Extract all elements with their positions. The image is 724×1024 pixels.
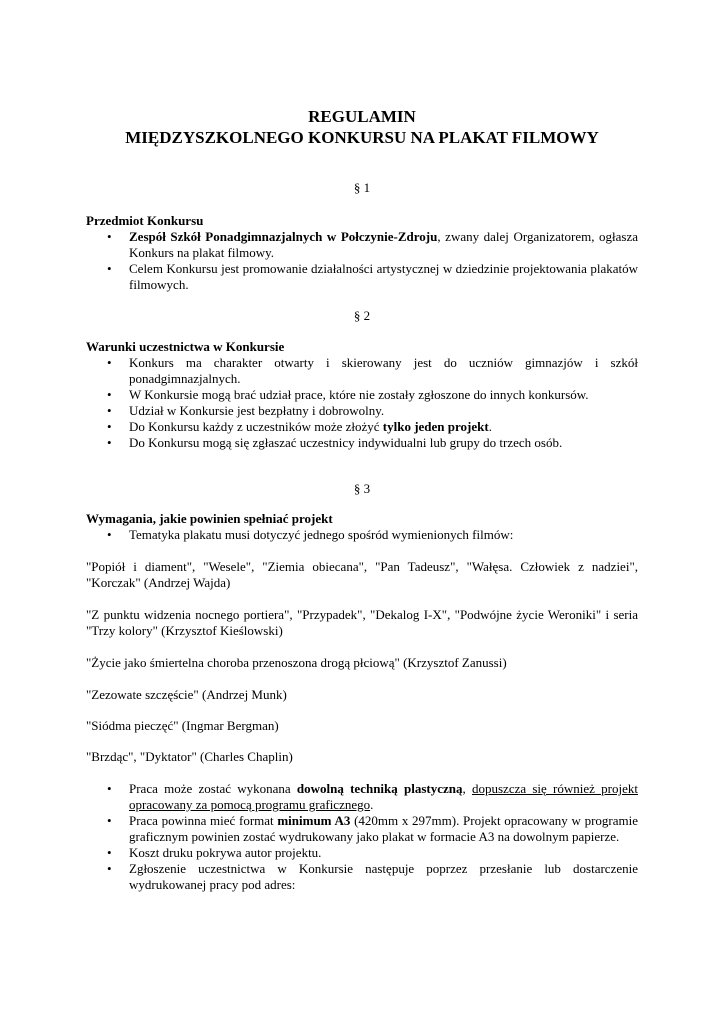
list-item-text: Do Konkursu każdy z uczestników może złożyć — [129, 419, 383, 434]
underlined-text: dopuszcza się również projekt opracowany za pomocą programu graficznego — [129, 781, 638, 812]
title-line-1: REGULAMIN — [308, 107, 416, 126]
list-item: • Koszt druku pokrywa autor projektu. — [86, 845, 638, 861]
section-2-list — [86, 355, 638, 451]
requirements-list — [86, 781, 638, 893]
list-item: • Zgłoszenie uczestnictwa w Konkursie następuje poprzez przesłanie lub dostarczenie wydrukowanej pracy pod adres: — [86, 861, 638, 893]
section-1-list — [86, 229, 638, 293]
film-list-entry: "Z punktu widzenia nocnego portiera", "Przypadek", "Dekalog I-X", "Podwójne życie Weroniki" i seria "Trzy kolory" (Krzysztof Kieślowski) — [86, 607, 638, 638]
list-item-text: (420mm x 297mm). Projekt opracowany w programie graficznym powinien zostać wydrukowany jako plakat w formacie A3 na dowolnym papierze. — [129, 813, 639, 844]
emphasis-text: tylko jeden projekt — [382, 419, 489, 434]
title-line-2: MIĘDZYSZKOLNEGO KONKURSU NA PLAKAT FILMOWY — [125, 128, 599, 147]
list-item-text: Praca może zostać wykonana — [129, 781, 297, 796]
film-list-entry: "Zezowate szczęście" (Andrzej Munk) — [86, 687, 287, 702]
emphasis-text: dowolną techniką plastyczną — [296, 781, 463, 796]
list-item: • Celem Konkursu jest promowanie działalności artystycznej w dziedzinie projektowania plakatów filmowych. — [86, 261, 638, 293]
section-3-list — [86, 527, 638, 543]
film-list-entry: "Życie jako śmiertelna choroba przenoszona drogą płciową" (Krzysztof Zanussi) — [86, 655, 507, 670]
list-item — [86, 229, 638, 261]
list-item: • Konkurs ma charakter otwarty i skierowany jest do uczniów gimnazjów i szkół ponadgimnazjalnych. — [86, 355, 638, 387]
list-item — [86, 781, 638, 813]
section-3-heading: Wymagania, jakie powinien spełniać projekt — [86, 511, 333, 526]
list-item: • Udział w Konkursie jest bezpłatny i dobrowolny. — [86, 403, 638, 419]
section-1-heading: Przedmiot Konkursu — [86, 213, 204, 228]
document-title — [86, 106, 638, 148]
list-item: • Do Konkursu mogą się zgłaszać uczestnicy indywidualni lub grupy do trzech osób. — [86, 435, 638, 451]
list-item: • W Konkursie mogą brać udział prace, które nie zostały zgłoszone do innych konkursów. — [86, 387, 638, 403]
film-list-entry: "Brzdąc", "Dyktator" (Charles Chaplin) — [86, 749, 293, 764]
organizer-name: Zespół Szkół Ponadgimnazjalnych w Połczynie-Zdroju — [129, 229, 438, 244]
list-item-text: . — [488, 419, 492, 434]
film-list-entry: "Siódma pieczęć" (Ingmar Bergman) — [86, 718, 279, 733]
list-item — [86, 813, 638, 845]
section-3-number: § 3 — [353, 481, 371, 496]
section-1-number: § 1 — [353, 180, 371, 195]
list-item-text: , zwany dalej Organizatorem, ogłasza Konkurs na plakat filmowy. — [129, 229, 638, 260]
list-item-text: . — [370, 797, 374, 812]
film-list-entry: "Popiół i diament", "Wesele", "Ziemia obiecana", "Pan Tadeusz", "Wałęsa. Człowiek z nadziei", "Korczak" (Andrzej Wajda) — [86, 559, 638, 590]
emphasis-text: minimum A3 — [277, 813, 351, 828]
list-item: • Tematyka plakatu musi dotyczyć jednego spośród wymienionych filmów: — [86, 527, 638, 543]
section-2-number: § 2 — [353, 308, 371, 323]
section-2-heading: Warunki uczestnictwa w Konkursie — [86, 339, 285, 354]
list-item-text: Praca powinna mieć format — [129, 813, 278, 828]
list-item-text: , — [462, 781, 472, 796]
list-item — [86, 419, 638, 435]
